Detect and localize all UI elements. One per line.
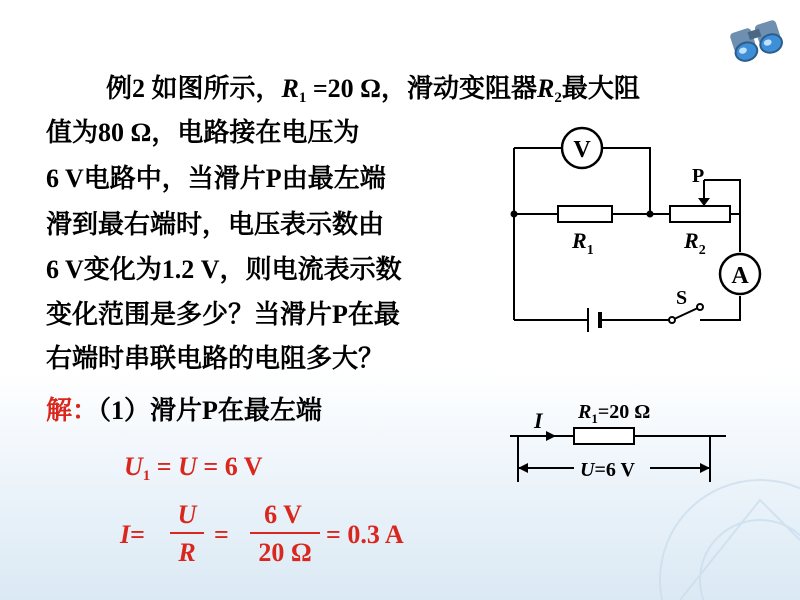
slider-label: P	[692, 165, 705, 187]
eq-u1: U	[124, 452, 143, 481]
problem-line-6: 变化范围是多少？当滑片P在最	[46, 300, 400, 329]
fraction-numerator-u: U	[177, 500, 197, 529]
problem-line-2: 值为80 Ω，电路接在电压为	[46, 118, 360, 147]
problem-text: 例2 如图所示，	[106, 74, 282, 103]
switch-contact	[669, 317, 675, 323]
fraction-bar	[250, 532, 320, 534]
fraction-numerator-6v: 6 V	[264, 500, 302, 529]
problem-text: 最大阻	[561, 74, 640, 103]
solution-label: 解：	[46, 396, 99, 425]
rheostat-r2	[670, 206, 730, 222]
mini-circuit-diagram	[506, 398, 728, 488]
junction-dot	[647, 211, 654, 218]
problem-text: =20 Ω，滑动变阻器	[306, 74, 537, 103]
problem-line-3: 6 V电路中，当滑片P由最左端	[46, 164, 386, 193]
eq2-i-symbol: I	[120, 520, 131, 549]
switch-contact	[697, 304, 703, 310]
solution-heading	[46, 396, 322, 426]
problem-line-7: 右端时串联电路的电阻多大？	[46, 344, 385, 373]
wire-right-down	[700, 296, 740, 320]
ammeter-label: A	[731, 263, 749, 289]
circuit-diagram	[500, 124, 770, 344]
r2-symbol: R	[537, 74, 555, 103]
r1-symbol: R	[281, 74, 299, 103]
eq-equals: =	[150, 452, 179, 481]
fraction-denominator-20ohm: 20 Ω	[258, 538, 312, 567]
equation-1	[124, 452, 263, 482]
eq2-equals-2: =	[214, 520, 229, 549]
junction-dot	[511, 211, 518, 218]
r1-value-label: $R_1=20$ Ω	[578, 401, 651, 426]
fraction-denominator-r: R	[178, 538, 196, 567]
eq2-i	[120, 520, 145, 550]
eq-value: = 6 V	[196, 452, 263, 481]
resistor-r1	[574, 428, 634, 444]
r1-label: $R_1$	[572, 228, 594, 258]
r2-subscript: 2	[554, 90, 562, 106]
current-arrow-icon	[546, 431, 556, 441]
wire-top-right	[602, 148, 650, 214]
fraction-bar	[170, 532, 204, 534]
r2-label: $R_2$	[684, 228, 706, 258]
problem-line-1	[106, 74, 640, 104]
solution-step: （1）滑片P在最左端	[98, 396, 322, 425]
current-label: I	[534, 408, 543, 433]
arrow-left-icon	[518, 463, 528, 473]
eq2-result: = 0.3 A	[326, 520, 404, 549]
problem-line-4: 滑到最右端时，电压表示数由	[46, 210, 385, 239]
r1-subscript: 1	[298, 90, 307, 106]
voltmeter-label: V	[573, 137, 591, 163]
voltage-label: U=6 V	[580, 459, 635, 481]
eq-u: U	[178, 452, 197, 481]
switch-label: S	[676, 287, 688, 309]
arrow-right-icon	[700, 463, 710, 473]
problem-line-5: 6 V变化为1.2 V，则电流表示数	[46, 255, 402, 284]
eq2-equals: =	[130, 520, 145, 549]
resistor-r1	[558, 206, 612, 222]
slider-arrow-icon	[698, 198, 710, 206]
eq-u1-subscript: 1	[142, 468, 151, 484]
